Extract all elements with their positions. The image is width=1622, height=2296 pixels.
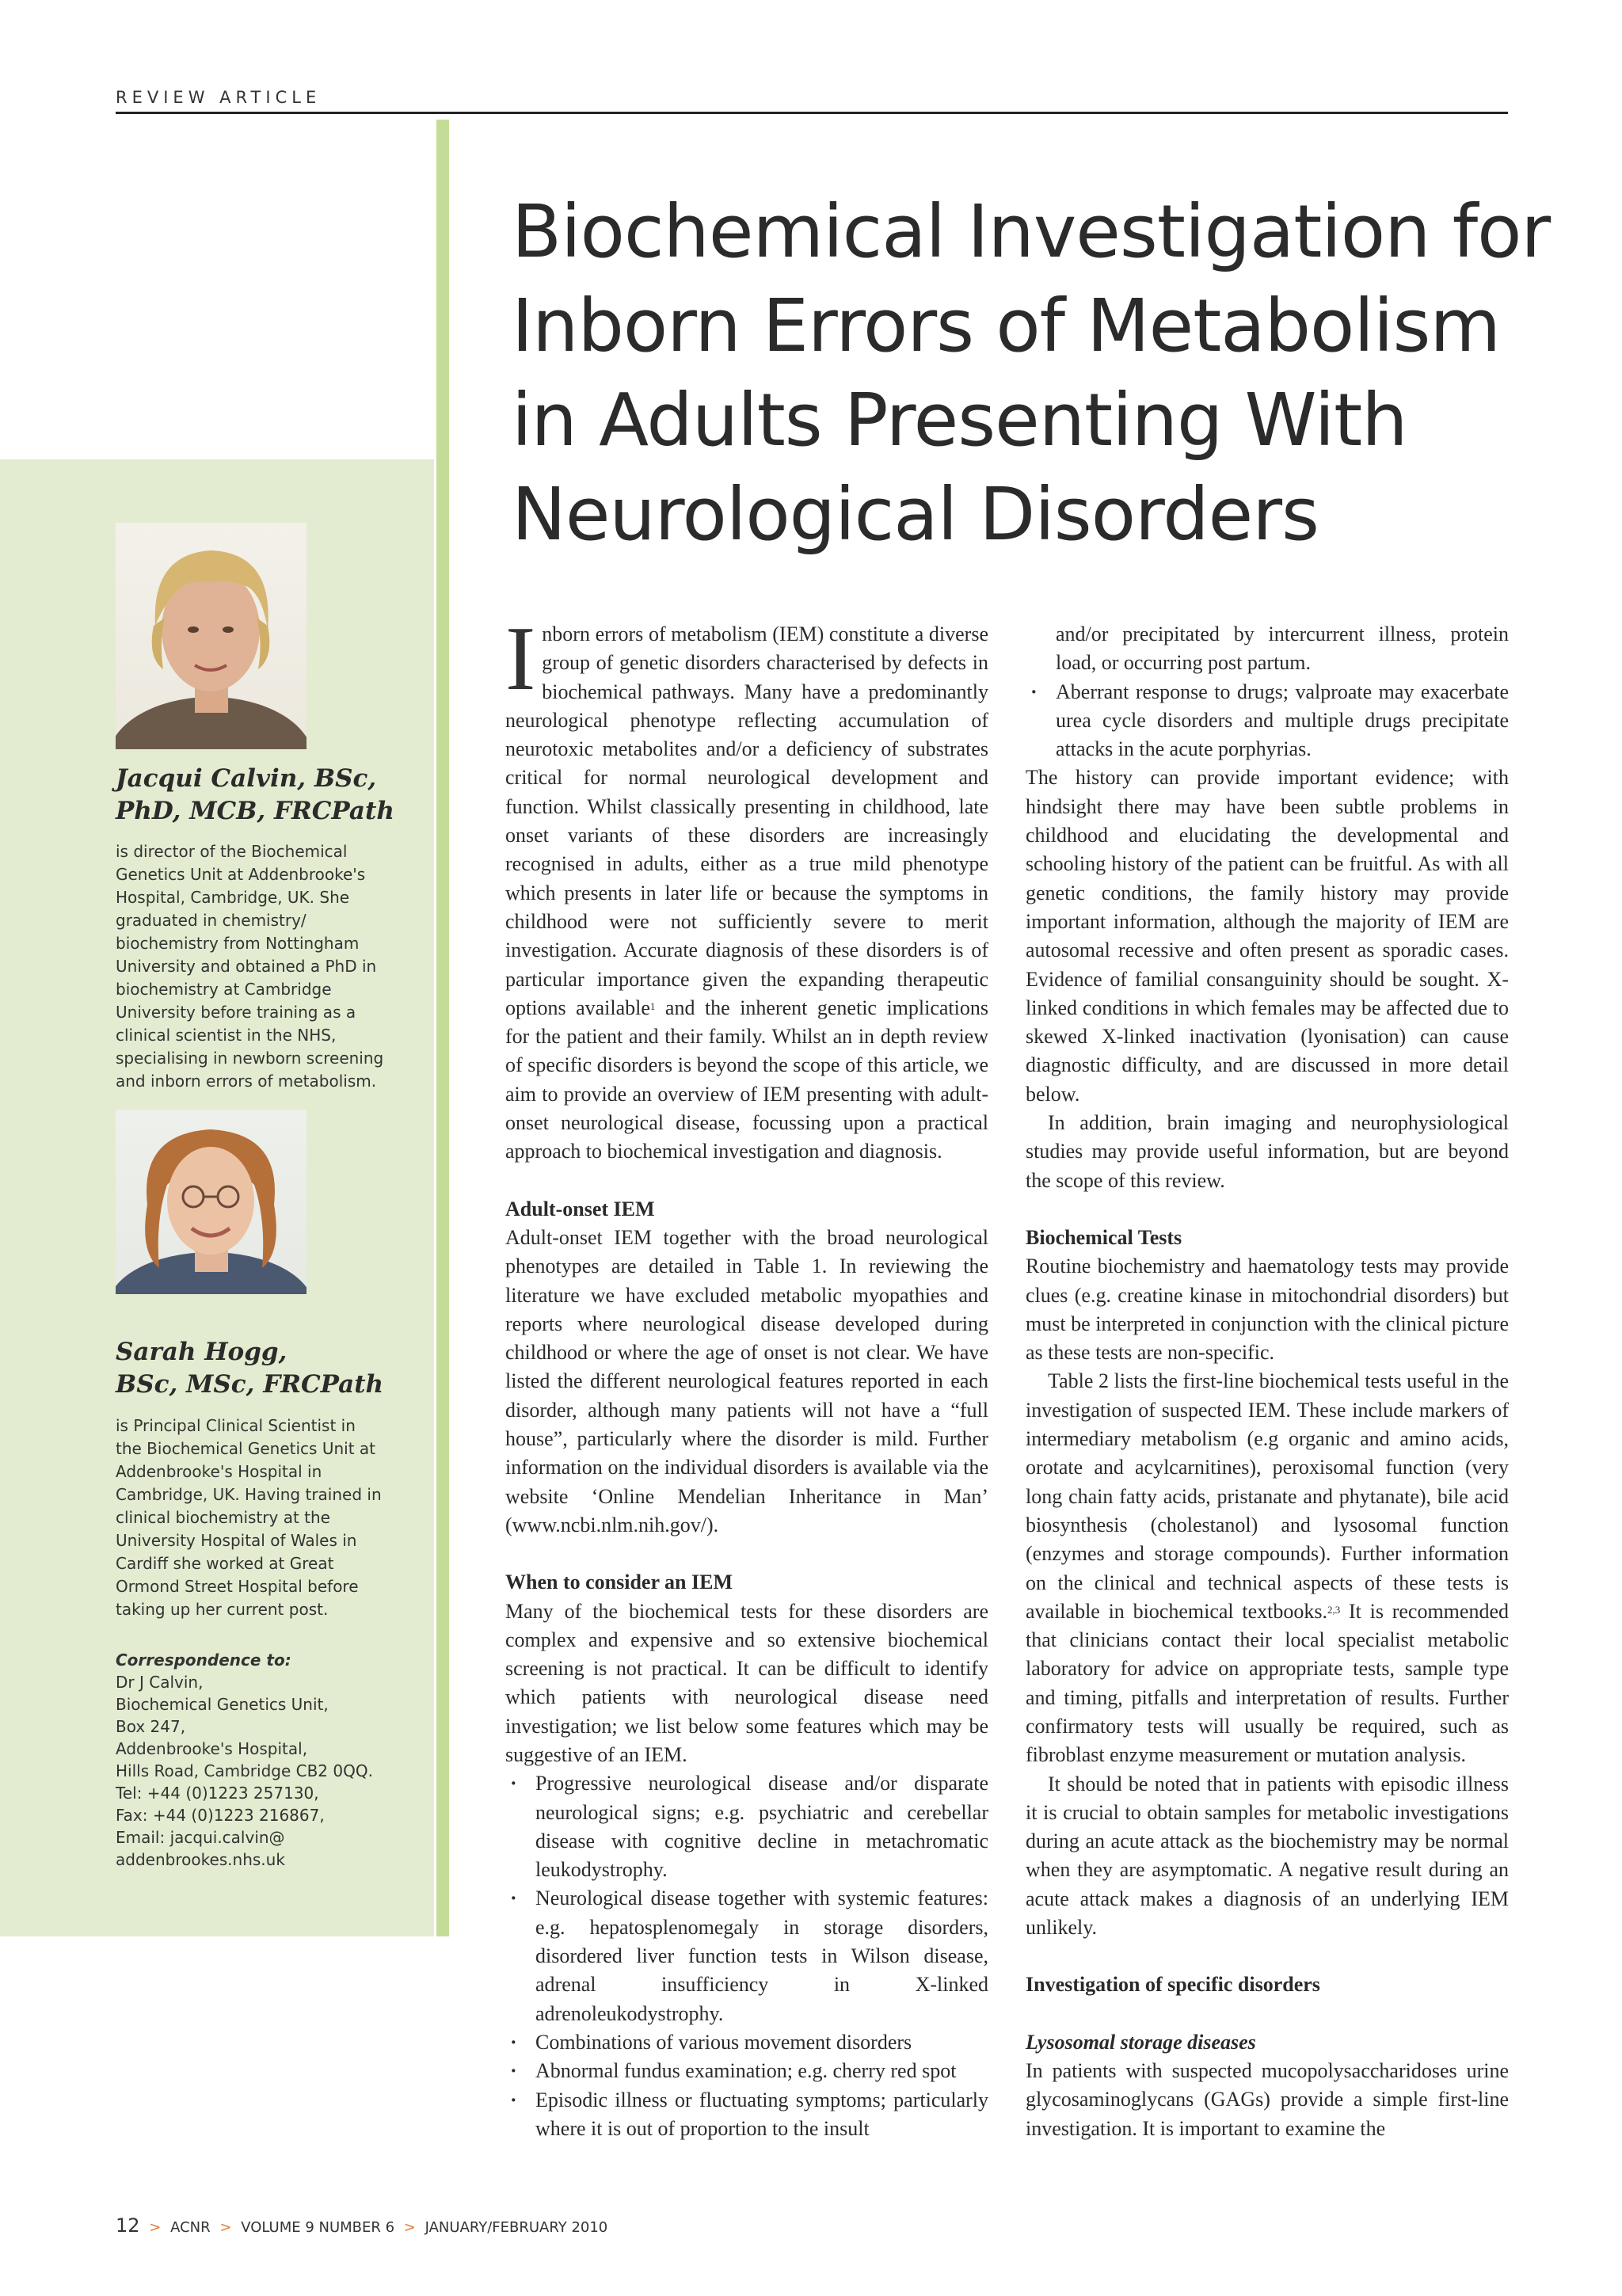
history-paragraph: The history can provide important evidence; with hindsight there may have been subtle problems in childhood and elucidating the developmental and schooling history of the patient can be fruitful. As with all genetic conditions, the family history may provide important information, although the majority of IEM are autosomal recessive and often present as sporadic cases. Evidence of familial consanguinity should be sought. X-linked conditions in which females may be affected due to skewed X-linked inactivation (lyonisation) can cause diagnostic difficulty, and are discussed in more detail below. <box>1026 766 1509 1106</box>
reference-mark: 1 <box>649 1000 656 1012</box>
section-heading-specific: Investigation of specific disorders <box>1026 1973 1320 1997</box>
correspondence-line: Fax: +44 (0)1223 216867, <box>116 1806 325 1825</box>
author-name-line: Jacqui Calvin, BSc, <box>116 764 377 793</box>
intro-text: nborn errors of metabolism (IEM) constitute a diverse group of genetic disorders characterised by defects in biochemical pathways. Many have a predominantly neurological phenotype reflecting accumulation of neurotoxic metabolites and/or a deficiency of substrates critical for normal neurological development and function. Whilst classically presenting in childhood, late onset variants of these disorders are increasingly recognised in adults, either as a true mild phenotype which presents in later life or because the symptoms in childhood were not sufficiently severe to merit investigation. Accurate diagnosis of these disorders is of particular importance given the expanding therapeutic options available <box>505 623 988 1019</box>
title-line: Biochemical Investigation for <box>512 189 1551 274</box>
title-line: in Adults Presenting With <box>512 378 1407 463</box>
list-item: · Neurological disease together with systemic features: e.g. hepatosplenomegaly in storage disorders, disordered liver function tests in Wilson disease, adrenal insufficiency in X-linked adrenoleukodystrophy. <box>505 1884 988 2028</box>
when-paragraph: Many of the biochemical tests for these disorders are complex and expensive and so extensive biochemical screening is not practical. It can be difficult to identify which patients with neurological disease need investigation; we list below some features which may be suggestive of an IEM. <box>505 1599 988 1766</box>
biochem-paragraph-2 <box>1026 1367 1509 1769</box>
correspondence-line: Hills Road, Cambridge CB2 0QQ. <box>116 1761 373 1780</box>
section-heading-adult-onset: Adult-onset IEM <box>505 1197 655 1220</box>
biochem-text: Table 2 lists the first-line biochemical tests useful in the investigation of suspected IEM. These include markers of intermediary metabolism (e.g organic and amino acids, orotate and acylcarnitines), peroxisomal function (very long chain fatty acids, pristanate and phytanate), bile acid biosynthesis (cholestanol) and lysosomal function (enzymes and storage compounds). Further information on the clinical and technical aspects of these tests is available in biochemical textbooks. <box>1026 1369 1509 1623</box>
issue-date: JANUARY/FEBRUARY 2010 <box>425 2219 608 2236</box>
correspondence-line: Addenbrooke's Hospital, <box>116 1739 308 1758</box>
body-column-2 <box>1026 620 1509 2143</box>
drop-cap: I <box>505 608 536 709</box>
header-rule <box>116 112 1508 114</box>
footer-separator: > <box>219 2219 232 2236</box>
author-bio-hogg: is Principal Clinical Scientist in the Biochemical Genetics Unit at Addenbrooke's Hospital in Cambridge, UK. Having trained in clinical biochemistry at the University Hospital of Wales in Cardiff she worked at Great Ormond Street Hospital before taking up her current post. <box>116 1416 382 1619</box>
correspondence-line: Biochemical Genetics Unit, <box>116 1695 329 1714</box>
list-item: · Episodic illness or fluctuating symptoms; particularly where it is out of proportion to the insult <box>505 2086 988 2144</box>
list-item: · Progressive neurological disease and/or disparate neurological signs; e.g. psychiatric and cerebellar disease with cognitive decline in metachromatic leukodystrophy. <box>505 1769 988 1884</box>
journal-name: ACNR <box>170 2219 211 2236</box>
lysosomal-paragraph: In patients with suspected mucopolysaccharidoses urine glycosaminoglycans (GAGs) provide a simple first-line investigation. It is important to examine the <box>1026 2058 1509 2140</box>
body-column-1 <box>505 608 988 2143</box>
section-heading-biochemical-tests: Biochemical Tests <box>1026 1225 1182 1249</box>
feature-list <box>505 1769 988 2143</box>
author-name-line: Sarah Hogg, <box>116 1338 287 1366</box>
feature-list-continued <box>1026 620 1509 763</box>
intro-text: and the inherent genetic implications for the patient and their family. Whilst an in depth review of specific disorders is beyond the scope of this article, we aim to provide an overview of IEM presenting with adult-onset neurological disease, focussing upon a practical approach to biochemical investigation and diagnosis. <box>505 996 988 1163</box>
subsection-heading-lysosomal: Lysosomal storage diseases <box>1026 2030 1256 2054</box>
biochem-paragraph-1: Routine biochemistry and haematology tests may provide clues (e.g. creatine kinase in mitochondrial disorders) but must be interpreted in conjunction with the clinical picture as these tests are non-specific. <box>1026 1255 1509 1365</box>
correspondence-label: Correspondence to: <box>116 1651 291 1670</box>
reference-mark: 2,3 <box>1327 1603 1341 1616</box>
portrait-image <box>116 523 307 749</box>
list-item: · Aberrant response to drugs; valproate may exacerbate urea cycle disorders and multiple drugs precipitate attacks in the acute porphyrias. <box>1026 678 1509 764</box>
title-line: Neurological Disorders <box>512 472 1319 557</box>
section-label: REVIEW ARTICLE <box>116 88 322 107</box>
article-title <box>512 185 1551 562</box>
intro-paragraph <box>505 608 988 1167</box>
list-item-continued: and/or precipitated by intercurrent illness, protein load, or occurring post partum. <box>1056 623 1509 675</box>
author-photo-hogg <box>116 1110 307 1294</box>
section-heading-when: When to consider an IEM <box>505 1571 733 1594</box>
correspondence-email-link[interactable]: addenbrookes.nhs.uk <box>116 1850 285 1869</box>
journal-volume: VOLUME 9 NUMBER 6 <box>241 2219 395 2236</box>
biochem-paragraph-3: It should be noted that in patients with episodic illness it is crucial to obtain samples for metabolic investigations during an acute attack as the biochemistry may be normal when they are asymptomatic. A negative result during an acute attack makes a diagnosis of an underlying IEM unlikely. <box>1026 1772 1509 1940</box>
title-line: Inborn Errors of Metabolism <box>512 284 1501 368</box>
portrait-image <box>116 1110 307 1294</box>
author-name-hogg <box>116 1336 401 1401</box>
list-item: · Combinations of various movement disorders <box>505 2028 988 2057</box>
list-item: · Abnormal fundus examination; e.g. cherry red spot <box>505 2057 988 2085</box>
correspondence-line: Email: jacqui.calvin@ <box>116 1828 285 1847</box>
author-photo-calvin <box>116 523 307 749</box>
author-name-line: BSc, MSc, FRCPath <box>116 1370 384 1399</box>
imaging-paragraph: In addition, brain imaging and neurophysiological studies may provide useful information, but are beyond the scope of this review. <box>1026 1111 1509 1192</box>
page-footer <box>116 2214 607 2237</box>
correspondence-line: Box 247, <box>116 1717 186 1736</box>
author-name-line: PhD, MCB, FRCPath <box>116 797 394 825</box>
footer-separator: > <box>403 2219 416 2236</box>
accent-bar <box>436 120 449 1936</box>
author-name-calvin <box>116 763 401 828</box>
biochem-text: It is recommended that clinicians contact their local specialist metabolic laboratory for advice on appropriate tests, sample type and timing, pitfalls and interpretation of results. Further confirmatory tests will usually be required, such as fibroblast enzyme measurement or mutation analysis. <box>1026 1599 1509 1767</box>
footer-separator: > <box>149 2219 162 2236</box>
adult-onset-paragraph: Adult-onset IEM together with the broad neurological phenotypes are detailed in Table 1. In reviewing the literature we have excluded metabolic myopathies and reports where neurological disease developed during childhood or where the age of onset is not clear. We have listed the different neurological features reported in each disorder, although many patients will not have a “full house”, particularly where the disorder is mild. Further information on the individual disorders is available via the website ‘Online Mendelian Inheritance in Man’ (www.ncbi.nlm.nih.gov/). <box>505 1225 988 1536</box>
page-number: 12 <box>116 2214 140 2237</box>
author-bio-calvin: is director of the Biochemical Genetics Unit at Addenbrooke's Hospital, Cambridge, UK. She graduated in chemistry/ biochemistry from Nottingham University and obtained a PhD in biochemistry at Cambridge University before training as a clinical scientist in the NHS, specialising in newborn screening and inborn errors of metabolism. <box>116 842 384 1091</box>
correspondence-line: Dr J Calvin, <box>116 1673 204 1692</box>
correspondence-line: Tel: +44 (0)1223 257130, <box>116 1784 319 1803</box>
correspondence-block <box>116 1649 385 1871</box>
